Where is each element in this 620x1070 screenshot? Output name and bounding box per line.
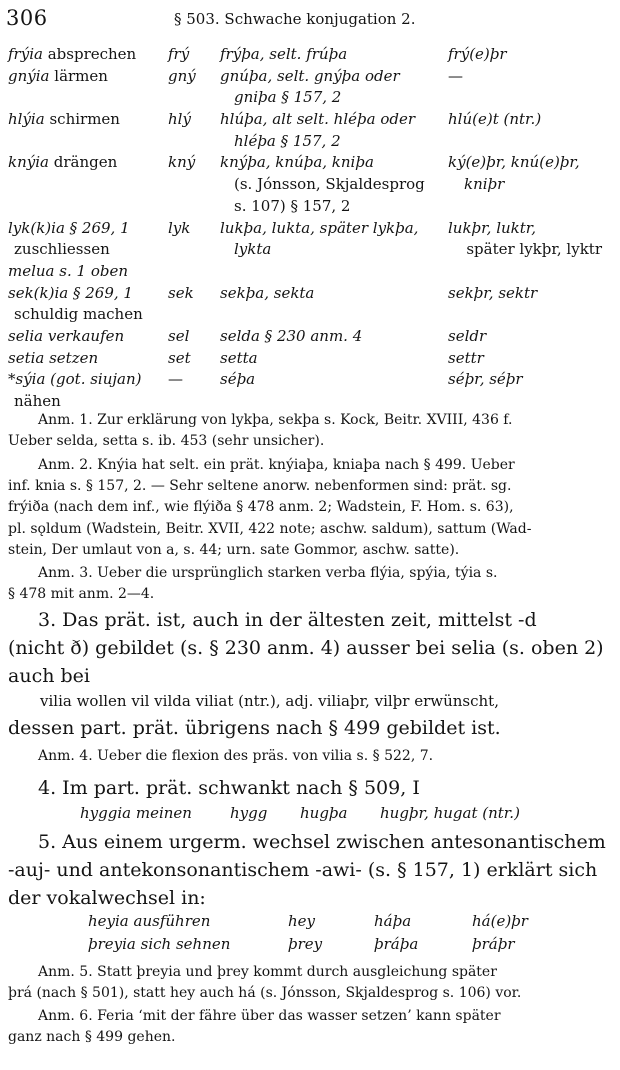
table-row: frýia absprechen frý frýþa, selt. frúþa frý(e)þr [8, 45, 507, 63]
table-row: hléþa § 157, 2 [234, 131, 341, 150]
table-row: selia verkaufen sel selda § 230 anm. 4 seldr [8, 326, 487, 345]
section-4: 4. Im part. prät. schwankt nach § 509, I [38, 777, 420, 799]
hyggia-row: hyggia meinen hygg hugþa hugþr, hugat (ntr.) [80, 804, 520, 822]
table-row: lyk(k)ia § 269, 1 lyk lukþa, lukta, später lykþa, lukþr, luktr, [8, 218, 537, 237]
anmerkung-1: Anm. 1. Zur erklärung von lykþa, sekþa s. Kock, Beitr. XVIII, 436 f. Ueber selda, setta s. ib. 453 (sehr unsicher). [8, 412, 513, 450]
running-title: § 503. Schwache konjugation 2. [174, 10, 416, 28]
anmerkung-5: Anm. 5. Statt þreyia und þrey kommt durch ausgleichung später þrá (nach § 501), statt hey auch há (s. Jónsson, Skjaldesprog s. 106) vor. [8, 964, 522, 1002]
table-row: *sýia (got. siujan) — séþa séþr, séþr [8, 370, 523, 389]
heyia-row: heyia ausführen hey háþa há(e)þr [88, 912, 528, 930]
anmerkung-3: Anm. 3. Ueber die ursprünglich starken verba flýia, spýia, týia s. § 478 mit anm. 2—4. [8, 565, 498, 603]
page-header [6, 6, 612, 36]
table-row: hlýia schirmen hlý hlúþa, alt selt. hléþa oder hlú(e)t (ntr.) [8, 110, 542, 129]
table-row: s. 107) § 157, 2 [234, 196, 351, 215]
anmerkung-4: Anm. 4. Ueber die flexion des präs. von vilia s. § 522, 7. [38, 748, 434, 764]
table-row: zuschliessen lykta später lykþr, lyktr [14, 240, 602, 259]
section-5: 5. Aus einem urgerm. wechsel zwischen antesonantischem -auj- und antekonsonantischem -awi- (s. § 157, 1) erklärt sich der vokalwechsel in: [8, 831, 606, 909]
verb-table [8, 44, 612, 413]
table-row: knýia drängen kný knýþa, knúþa, kniþa ký(e)þr, knú(e)þr, [8, 153, 580, 172]
table-row: gniþa § 157, 2 [234, 88, 342, 107]
table-row: melua s. 1 oben [8, 261, 128, 280]
table-row: nähen [14, 392, 61, 410]
preyia-row: þreyia sich sehnen þrey þráþa þráþr [88, 935, 515, 953]
vilia-row: vilia wollen vil vilda viliat (ntr.), adj. viliaþr, vilþr erwünscht, [40, 692, 499, 710]
anmerkung-6: Anm. 6. Feria ‘mit der fähre über das wasser setzen’ kann später ganz nach § 499 gehen. [8, 1008, 501, 1046]
page-number: 306 [6, 6, 48, 30]
section-3: 3. Das prät. ist, auch in der ältesten zeit, mittelst -d (nicht ð) gebildet (s. § 230 anm. 4) ausser bei selia (s. oben 2) auch bei [8, 609, 604, 687]
section-3-continued: dessen part. prät. übrigens nach § 499 gebildet ist. [8, 717, 501, 739]
table-row: gnýia lärmen gný gnúþa, selt. gnýþa oder — [8, 66, 463, 85]
table-row: sek(k)ia § 269, 1 sek sekþa, sekta sekþr, sektr [8, 283, 538, 302]
anmerkung-2: Anm. 2. Knýia hat selt. ein prät. knýiaþa, kniaþa nach § 499. Ueber inf. knia s. § 157, 2. — Sehr seltene anorw. nebenformen sind: prät. sg. frýiða (nach dem inf., wie flýiða § 478 anm. 2; Wadstein, F. Hom. s. 63), pl. sǫldum (Wadstein, Beitr. XVII, 422 note; aschw. saldum), sattum (Wad- stein, Der umlaut von a, s. 44; urn. satе Gommor, aschw. satte). [8, 457, 532, 558]
table-row: schuldig machen [14, 305, 143, 324]
table-row: (s. Jónsson, Skjaldesprog kniþr [234, 175, 505, 194]
table-row: setia setzen set setta settr [8, 348, 484, 367]
